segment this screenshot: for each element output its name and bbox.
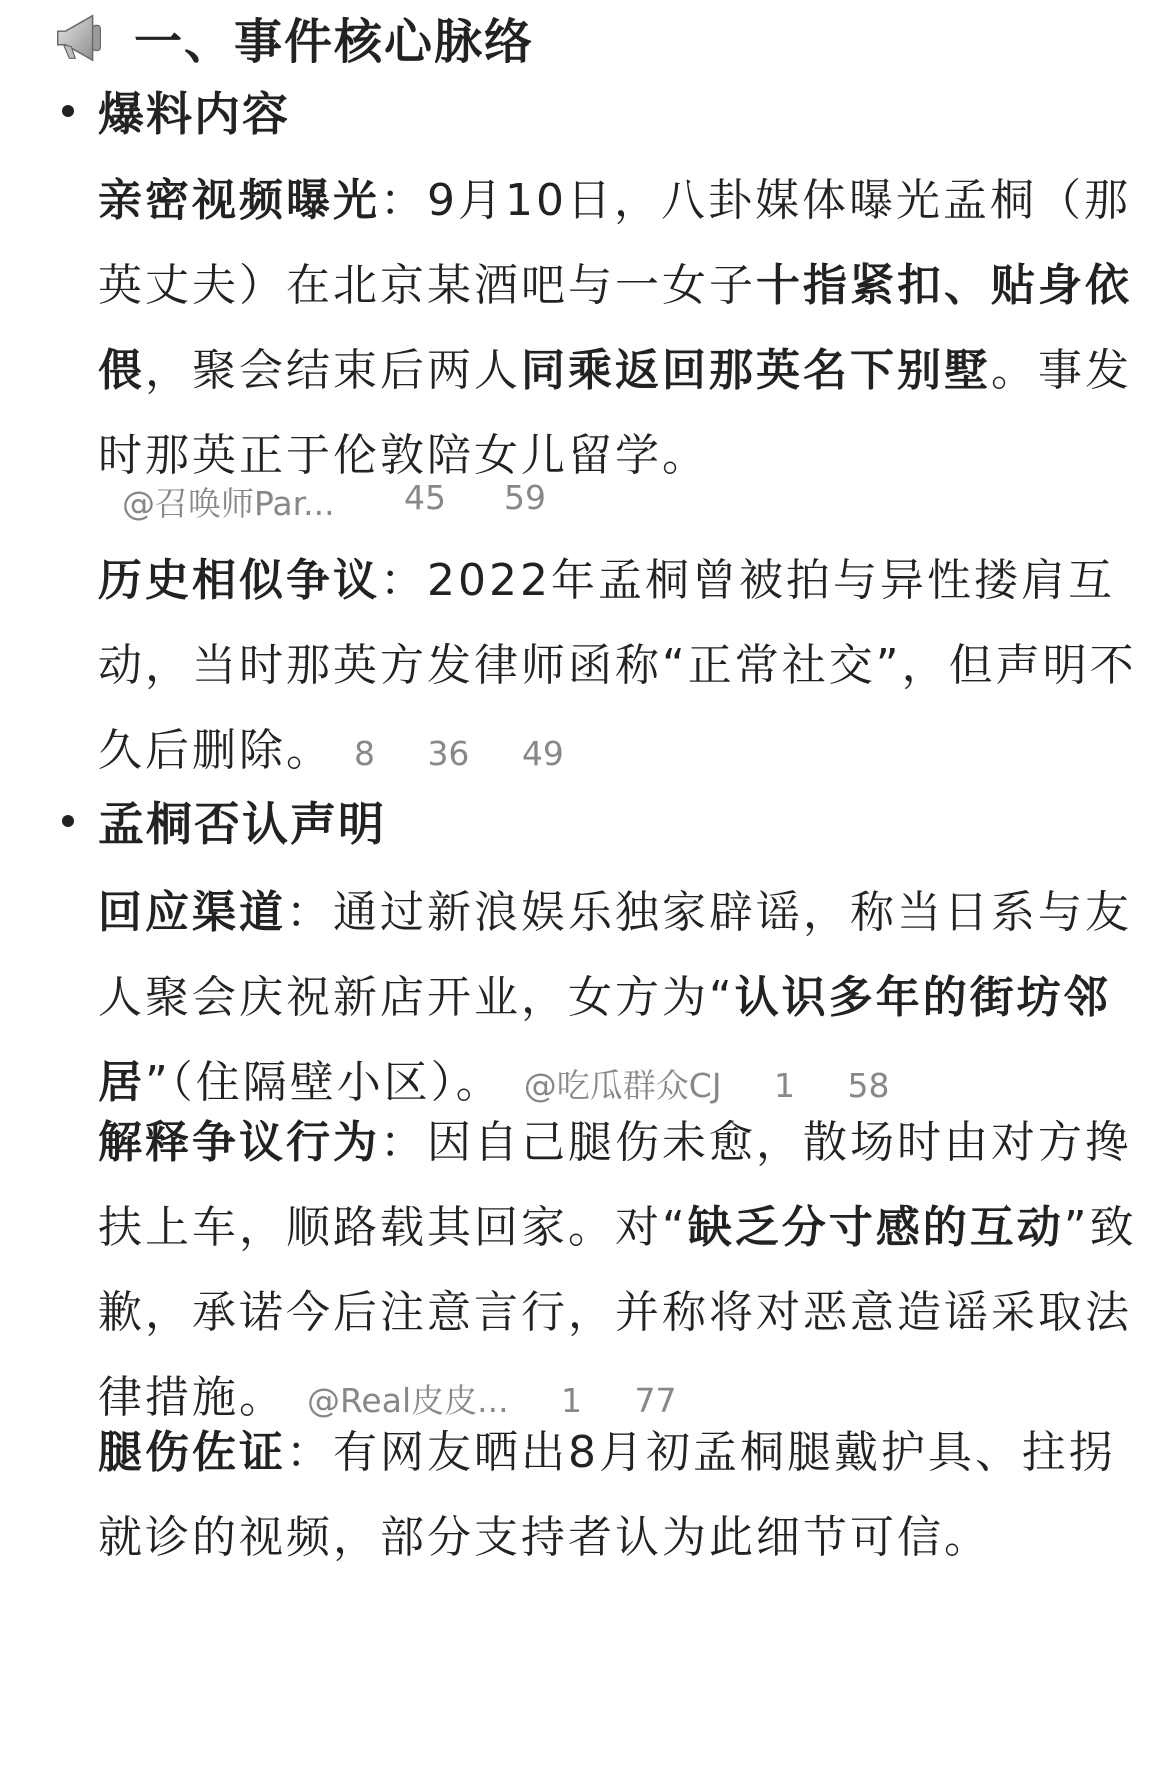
paragraph-label: 腿伤佐证 <box>98 1427 286 1478</box>
paragraph-label: 解释争议行为 <box>98 1117 380 1168</box>
megaphone-icon <box>50 6 112 68</box>
comment-count: 1 <box>774 1066 796 1105</box>
paragraph-label: 历史相似争议 <box>98 555 380 606</box>
like-count: 58 <box>847 1066 890 1105</box>
paragraph-label: 回应渠道 <box>98 887 286 938</box>
comment-user[interactable]: @Real皮皮... <box>306 1381 509 1420</box>
paragraph-emphasis: 缺乏分寸感的互动 <box>687 1202 1064 1253</box>
section-title-text: 一、事件核心脉络 <box>134 13 535 70</box>
comment-count: 1 <box>561 1381 583 1420</box>
paragraph-text: 2022年孟桐曾被拍与异性搂肩互动，当时那英方发律师函称“正常社交”，但声明不久后删除。 <box>98 555 1137 776</box>
paragraph-text: ”（住隔壁小区）。 <box>145 1057 503 1108</box>
paragraph-text: ”致歉，承诺今后注意言行，并称将对恶意造谣采取法律措施。 <box>98 1202 1137 1423</box>
comment-count: 45 <box>404 478 446 517</box>
comment-count: 36 <box>427 734 470 773</box>
paragraph-emphasis: 十指紧扣、贴身依偎 <box>98 260 1132 396</box>
paragraph-explain-behavior: 解释争议行为：因自己腿伤未愈，散场时由对方搀扶上车，顺路载其回家。对“缺乏分寸感的互动”致歉，承诺今后注意言行，并称将对恶意造谣采取法律措施。 @Real皮皮... 1 77 <box>98 1100 1138 1443</box>
paragraph-text: 有网友晒出8月初孟桐腿戴护具、拄拐就诊的视频，部分支持者认为此细节可信。 <box>98 1427 1116 1563</box>
paragraph-emphasis: 同乘返回那英名下别墅 <box>521 345 991 396</box>
paragraph-history-controversy: 历史相似争议：2022年孟桐曾被拍与异性搂肩互动，当时那英方发律师函称“正常社交”，但声明不久后删除。 8 36 49 <box>98 538 1138 796</box>
bullet-dot <box>62 815 74 827</box>
comment-user[interactable]: @吃瓜群众CJ <box>523 1066 722 1105</box>
like-count: 59 <box>504 478 546 517</box>
bullet-dot <box>62 105 74 117</box>
reply-count: 8 <box>353 734 375 773</box>
bullet-heading-leak <box>62 80 290 142</box>
paragraph-intimate-video: 亲密视频曝光：9月10日，八卦媒体曝光孟桐（那英丈夫）在北京某酒吧与一女子十指紧扣、贴身依偎，聚会结束后两人同乘返回那英名下别墅。事发时那英正于伦敦陪女儿留学。 <box>98 175 1132 481</box>
bullet-heading-text: 爆料内容 <box>98 87 290 141</box>
bullet-heading-denial <box>62 790 386 852</box>
paragraph-leg-injury-evidence: 腿伤佐证：有网友晒出8月初孟桐腿戴护具、拄拐就诊的视频，部分支持者认为此细节可信。 <box>98 1427 1116 1563</box>
paragraph-emphasis: 认识多年的街坊邻居 <box>98 972 1111 1108</box>
paragraph-text: ，聚会结束后两人 <box>145 345 521 396</box>
comment-user[interactable]: @召唤师Par... <box>122 484 335 523</box>
paragraph-text: 通过新浪娱乐独家辟谣，称当日系与友人聚会庆祝新店开业，女方为“ <box>98 887 1132 1023</box>
paragraph-text: 9月10日，八卦媒体曝光孟桐（那英丈夫）在北京某酒吧与一女子 <box>98 175 1131 311</box>
paragraph-text: 因自己腿伤未愈，散场时由对方搀扶上车，顺路载其回家。对“ <box>98 1117 1132 1253</box>
paragraph-text: 。事发时那英正于伦敦陪女儿留学。 <box>98 345 1132 481</box>
paragraph-response-channel: 回应渠道：通过新浪娱乐独家辟谣，称当日系与友人聚会庆祝新店开业，女方为“认识多年的街坊邻居”（住隔壁小区）。 @吃瓜群众CJ 1 58 <box>98 870 1138 1128</box>
section-title <box>50 6 534 68</box>
bullet-heading-text: 孟桐否认声明 <box>98 797 386 851</box>
paragraph-label: 亲密视频曝光 <box>98 175 380 226</box>
like-count: 49 <box>521 734 564 773</box>
like-count: 77 <box>634 1381 677 1420</box>
inline-meta <box>333 734 564 773</box>
